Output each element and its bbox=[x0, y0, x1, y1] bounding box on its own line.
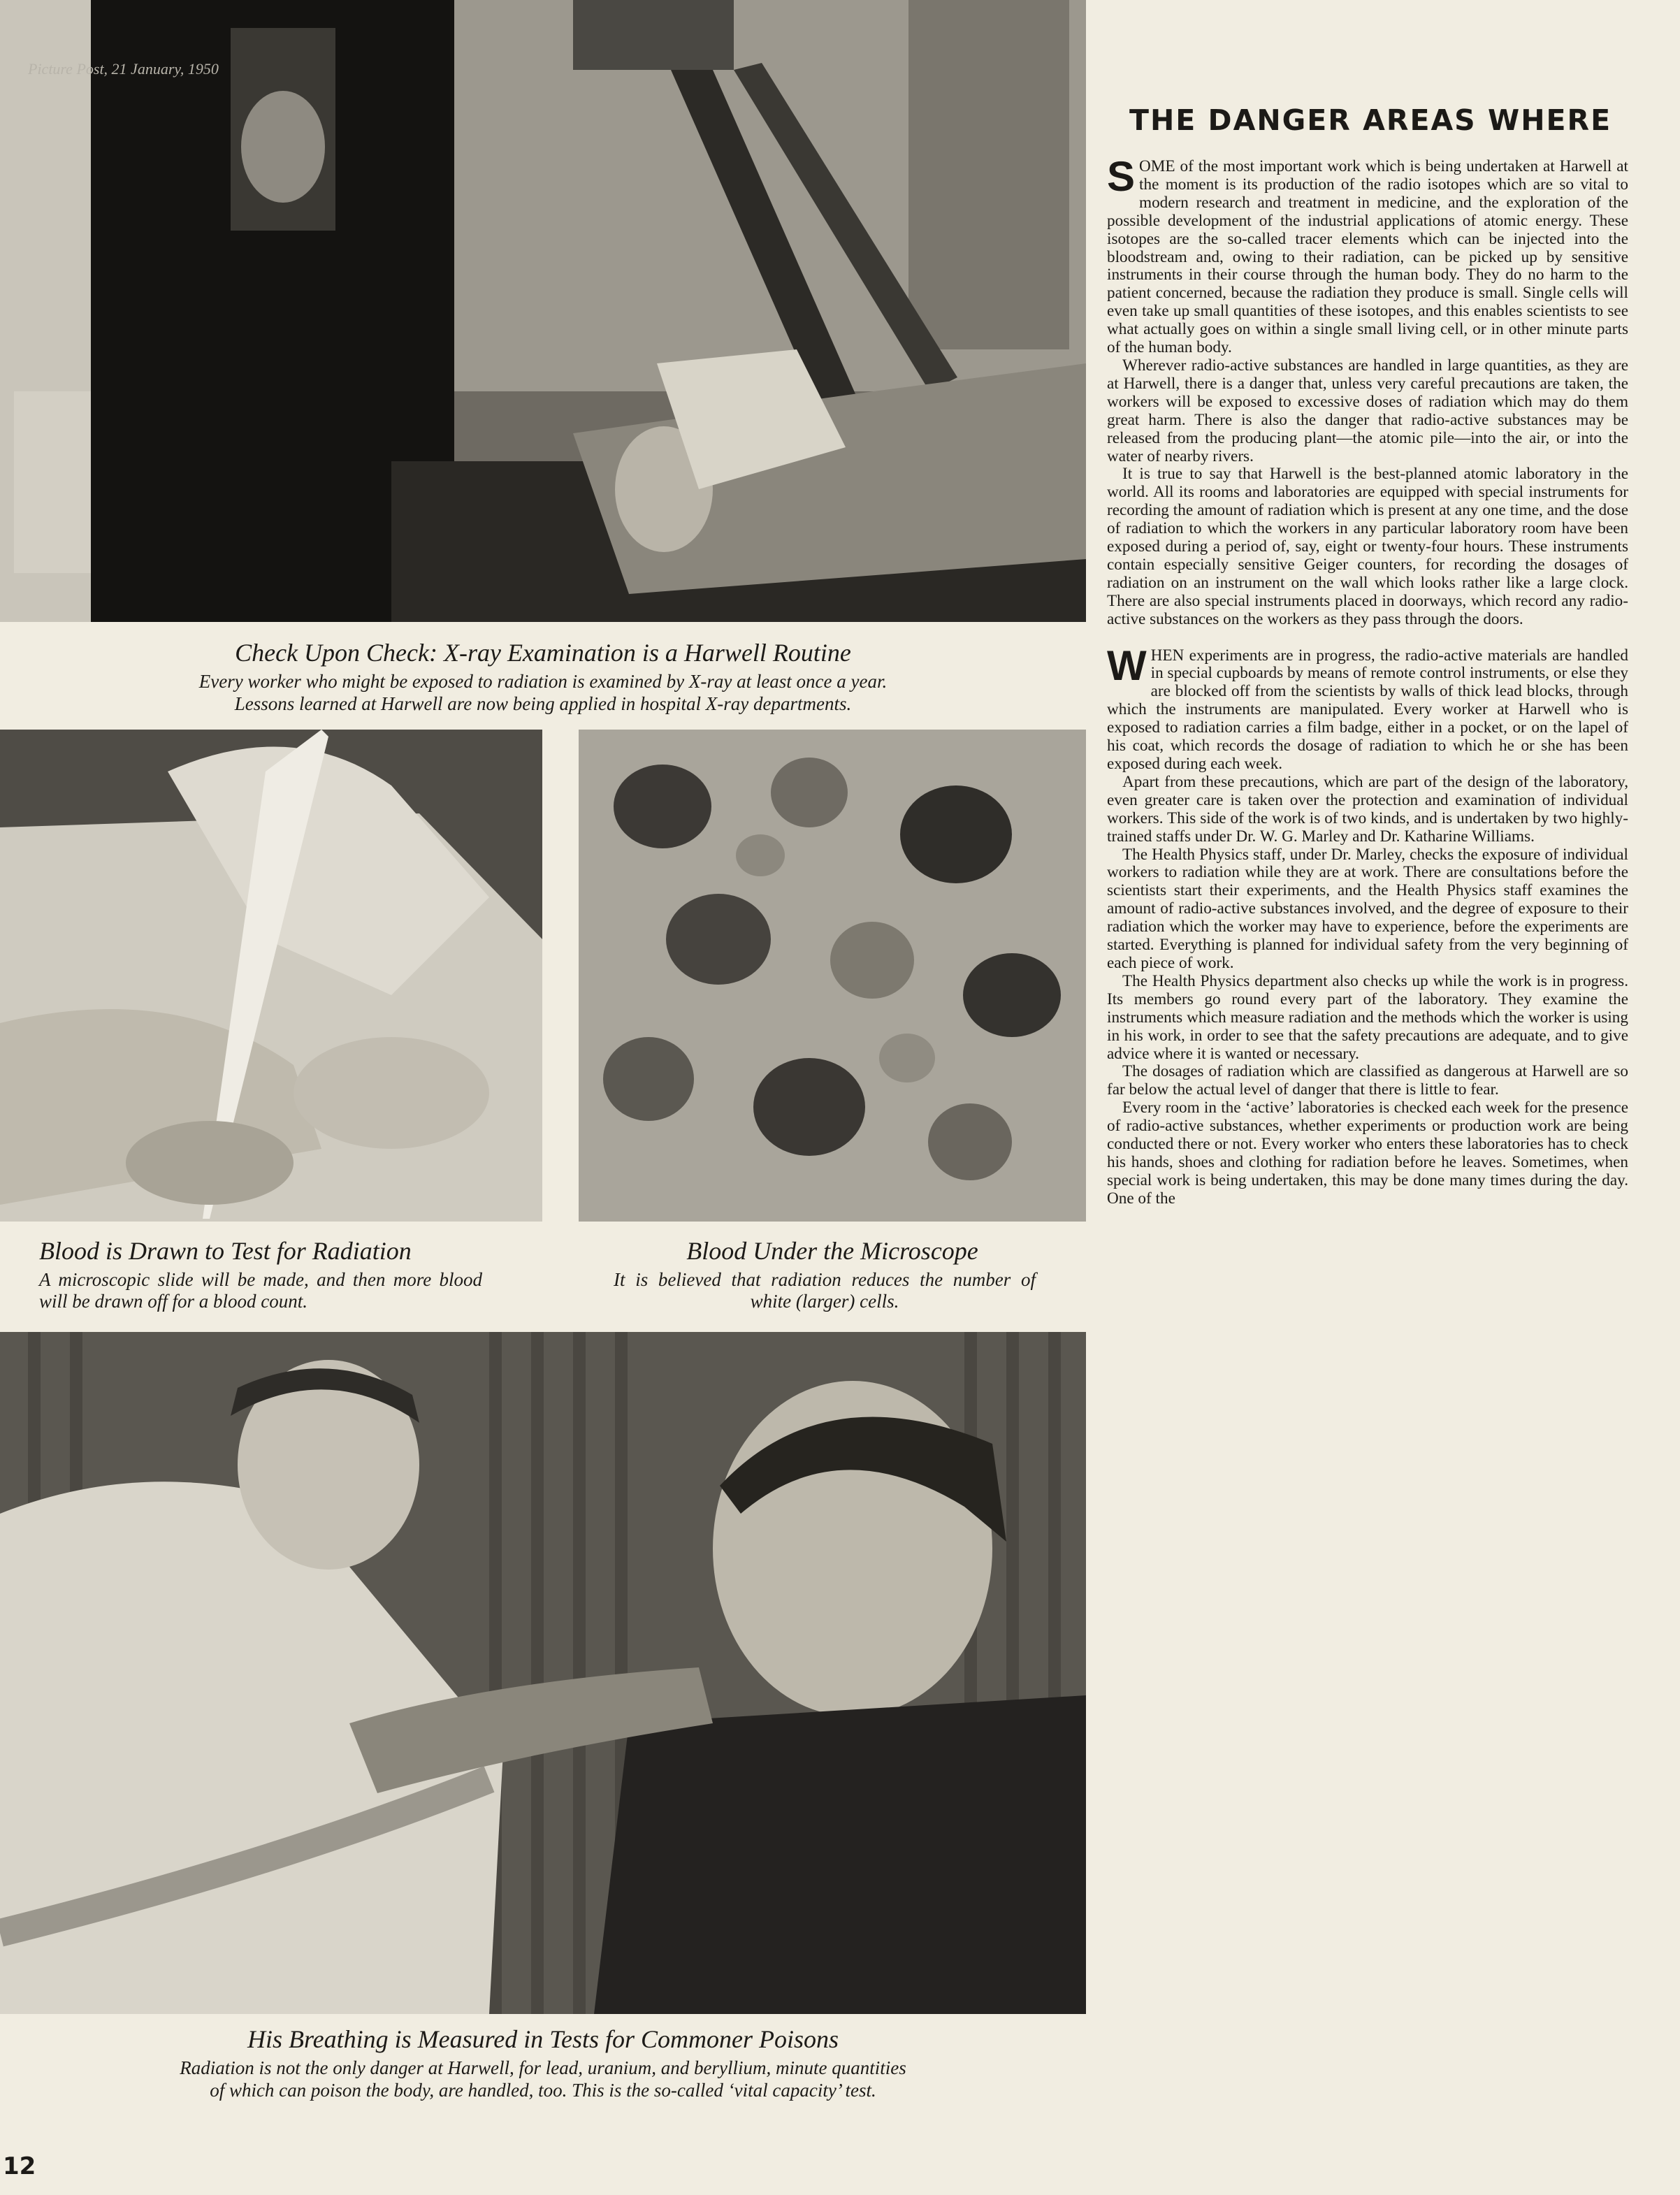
article-paragraph: The Health Physics department also checks up while the work is in progress. Its members go round every part of the laboratory. They examine the instruments which measure radiation and the methods which the worker is using in his work, in order to see that the safety precautions are adequate, and to give advice where it is wanted or necessary. bbox=[1107, 971, 1628, 1063]
article-paragraph: SOME of the most important work which is being undertaken at Harwell at the moment is its production of the radio isotopes which are so vital to modern research and treatment in medicine, and the exploration of the possible development of the industrial applications of atomic energy. These isotopes are the so-called tracer elements which can be injected into the bloodstream and, owing to their radiation, can be picked up by sensitive instruments in their course through the human body. They do no harm to the patient concerned, because the radiation they produce is small. Single cells will even take up small quantities of these isotopes, and this enables scientists to see what actually goes on within a single small living cell, or in other minute parts of the human body. bbox=[1107, 153, 1628, 357]
article-paragraph: The Health Physics staff, under Dr. Marley, checks the exposure of individual workers to radiation while they are at work. There are consultations before the scientists start their experiments, and the Health Physics staff examines the amount of radio-active substances involved, and the degree of exposure to their radiation which the worker may have to experience, before the experiments are started. Everything is planned for individual safety from the very beginning of each piece of work. bbox=[1107, 845, 1628, 972]
blood-caption-title: Blood is Drawn to Test for Radiation bbox=[39, 1237, 412, 1265]
article-headline: THE DANGER AREAS WHERE bbox=[1129, 103, 1612, 137]
xray-caption-title: Check Upon Check: X-ray Examination is a Harwell Routine bbox=[235, 639, 851, 667]
drop-cap: S bbox=[1107, 153, 1136, 200]
article-paragraph: Every room in the ‘active’ laboratories is checked each week for the presence of radio-active substances, whether experiments or production work are being conducted there or not. Every worker who enters these laboratories has to check his hands, shoes and clothing for radiation before he leaves. Sometimes, when special work is being undertaken, this may be done many times during the day. One of the bbox=[1107, 1099, 1628, 1208]
article-paragraph: Wherever radio-active substances are handled in large quantities, as they are at Harwell, there is a danger that, unless very careful precautions are taken, the workers will be exposed to excessive doses of radiation which may do them great harm. There is also the danger that radio-active substances may be released from the producing plant—the atomic pile—into the air, or into the water of nearby rivers. bbox=[1107, 356, 1628, 465]
article-paragraph: The dosages of radiation which are classified as dangerous at Harwell are so far below the actual level of danger that there is little to fear. bbox=[1107, 1062, 1628, 1099]
breathing-caption-title: His Breathing is Measured in Tests for Commoner Poisons bbox=[247, 2025, 839, 2053]
breathing-test-photo bbox=[0, 1332, 1086, 2014]
xray-caption-line2: Lessons learned at Harwell are now being applied in hospital X-ray departments. bbox=[234, 693, 852, 714]
blood-draw-photo bbox=[0, 730, 542, 1222]
article-paragraph: It is true to say that Harwell is the best-planned atomic laboratory in the world. All its rooms and laboratories are equipped with special instruments for recording the amount of radiation which is present at any one time, and the dose of radiation to which the workers in any particular laboratory room have been exposed during a period of, say, eight or twenty-four hours. These instruments contain especially sensitive Geiger counters, for recording the dosages of radiation on an instrument on the wall which looks rather like a large clock. There are also special instruments placed in doorways, which record any radio-active substances on the workers as they pass through the doors. bbox=[1107, 465, 1628, 628]
microscope-photo bbox=[579, 730, 1086, 1222]
xray-photo bbox=[0, 0, 1086, 622]
blood-caption-body: A microscopic slide will be made, and then more blood will be drawn off for a blood count. bbox=[39, 1269, 482, 1312]
masthead: Picture Post, 21 January, 1950 bbox=[28, 60, 219, 78]
article-paragraph: Apart from these precautions, which are part of the design of the laboratory, even greater care is taken over the protection and examination of individual workers. This side of the work is of two kinds, and is undertaken by two highly-trained staffs under Dr. W. G. Marley and Dr. Katharine Williams. bbox=[1107, 772, 1628, 846]
xray-caption-line1: Every worker who might be exposed to radiation is examined by X-ray at least once a year. bbox=[198, 671, 888, 692]
drop-cap: W bbox=[1107, 642, 1147, 689]
breathing-caption-line1: Radiation is not the only danger at Harwell, for lead, uranium, and beryllium, minute quantities bbox=[180, 2057, 906, 2078]
microscope-caption-title: Blood Under the Microscope bbox=[686, 1237, 978, 1265]
microscope-caption-body: It is believed that radiation reduces the number of white (larger) cells. bbox=[614, 1269, 1036, 1312]
page-number: 12 bbox=[3, 2152, 36, 2180]
breathing-caption-line2: of which can poison the body, are handled, too. This is the so-called ‘vital capacity’ test. bbox=[210, 2080, 876, 2101]
article-body bbox=[1107, 153, 1628, 1208]
article-paragraph: WHEN experiments are in progress, the radio-active materials are handled in special cupboards by means of remote control instruments, or else they are blocked off from the scientists by walls of thick lead blocks, through which the instruments are manipulated. Every worker at Harwell who is exposed to radiation carries a film badge, either in a pocket, or on the lapel of his coat, which records the dosage of radiation to which he or she has been exposed during each week. bbox=[1107, 642, 1628, 773]
